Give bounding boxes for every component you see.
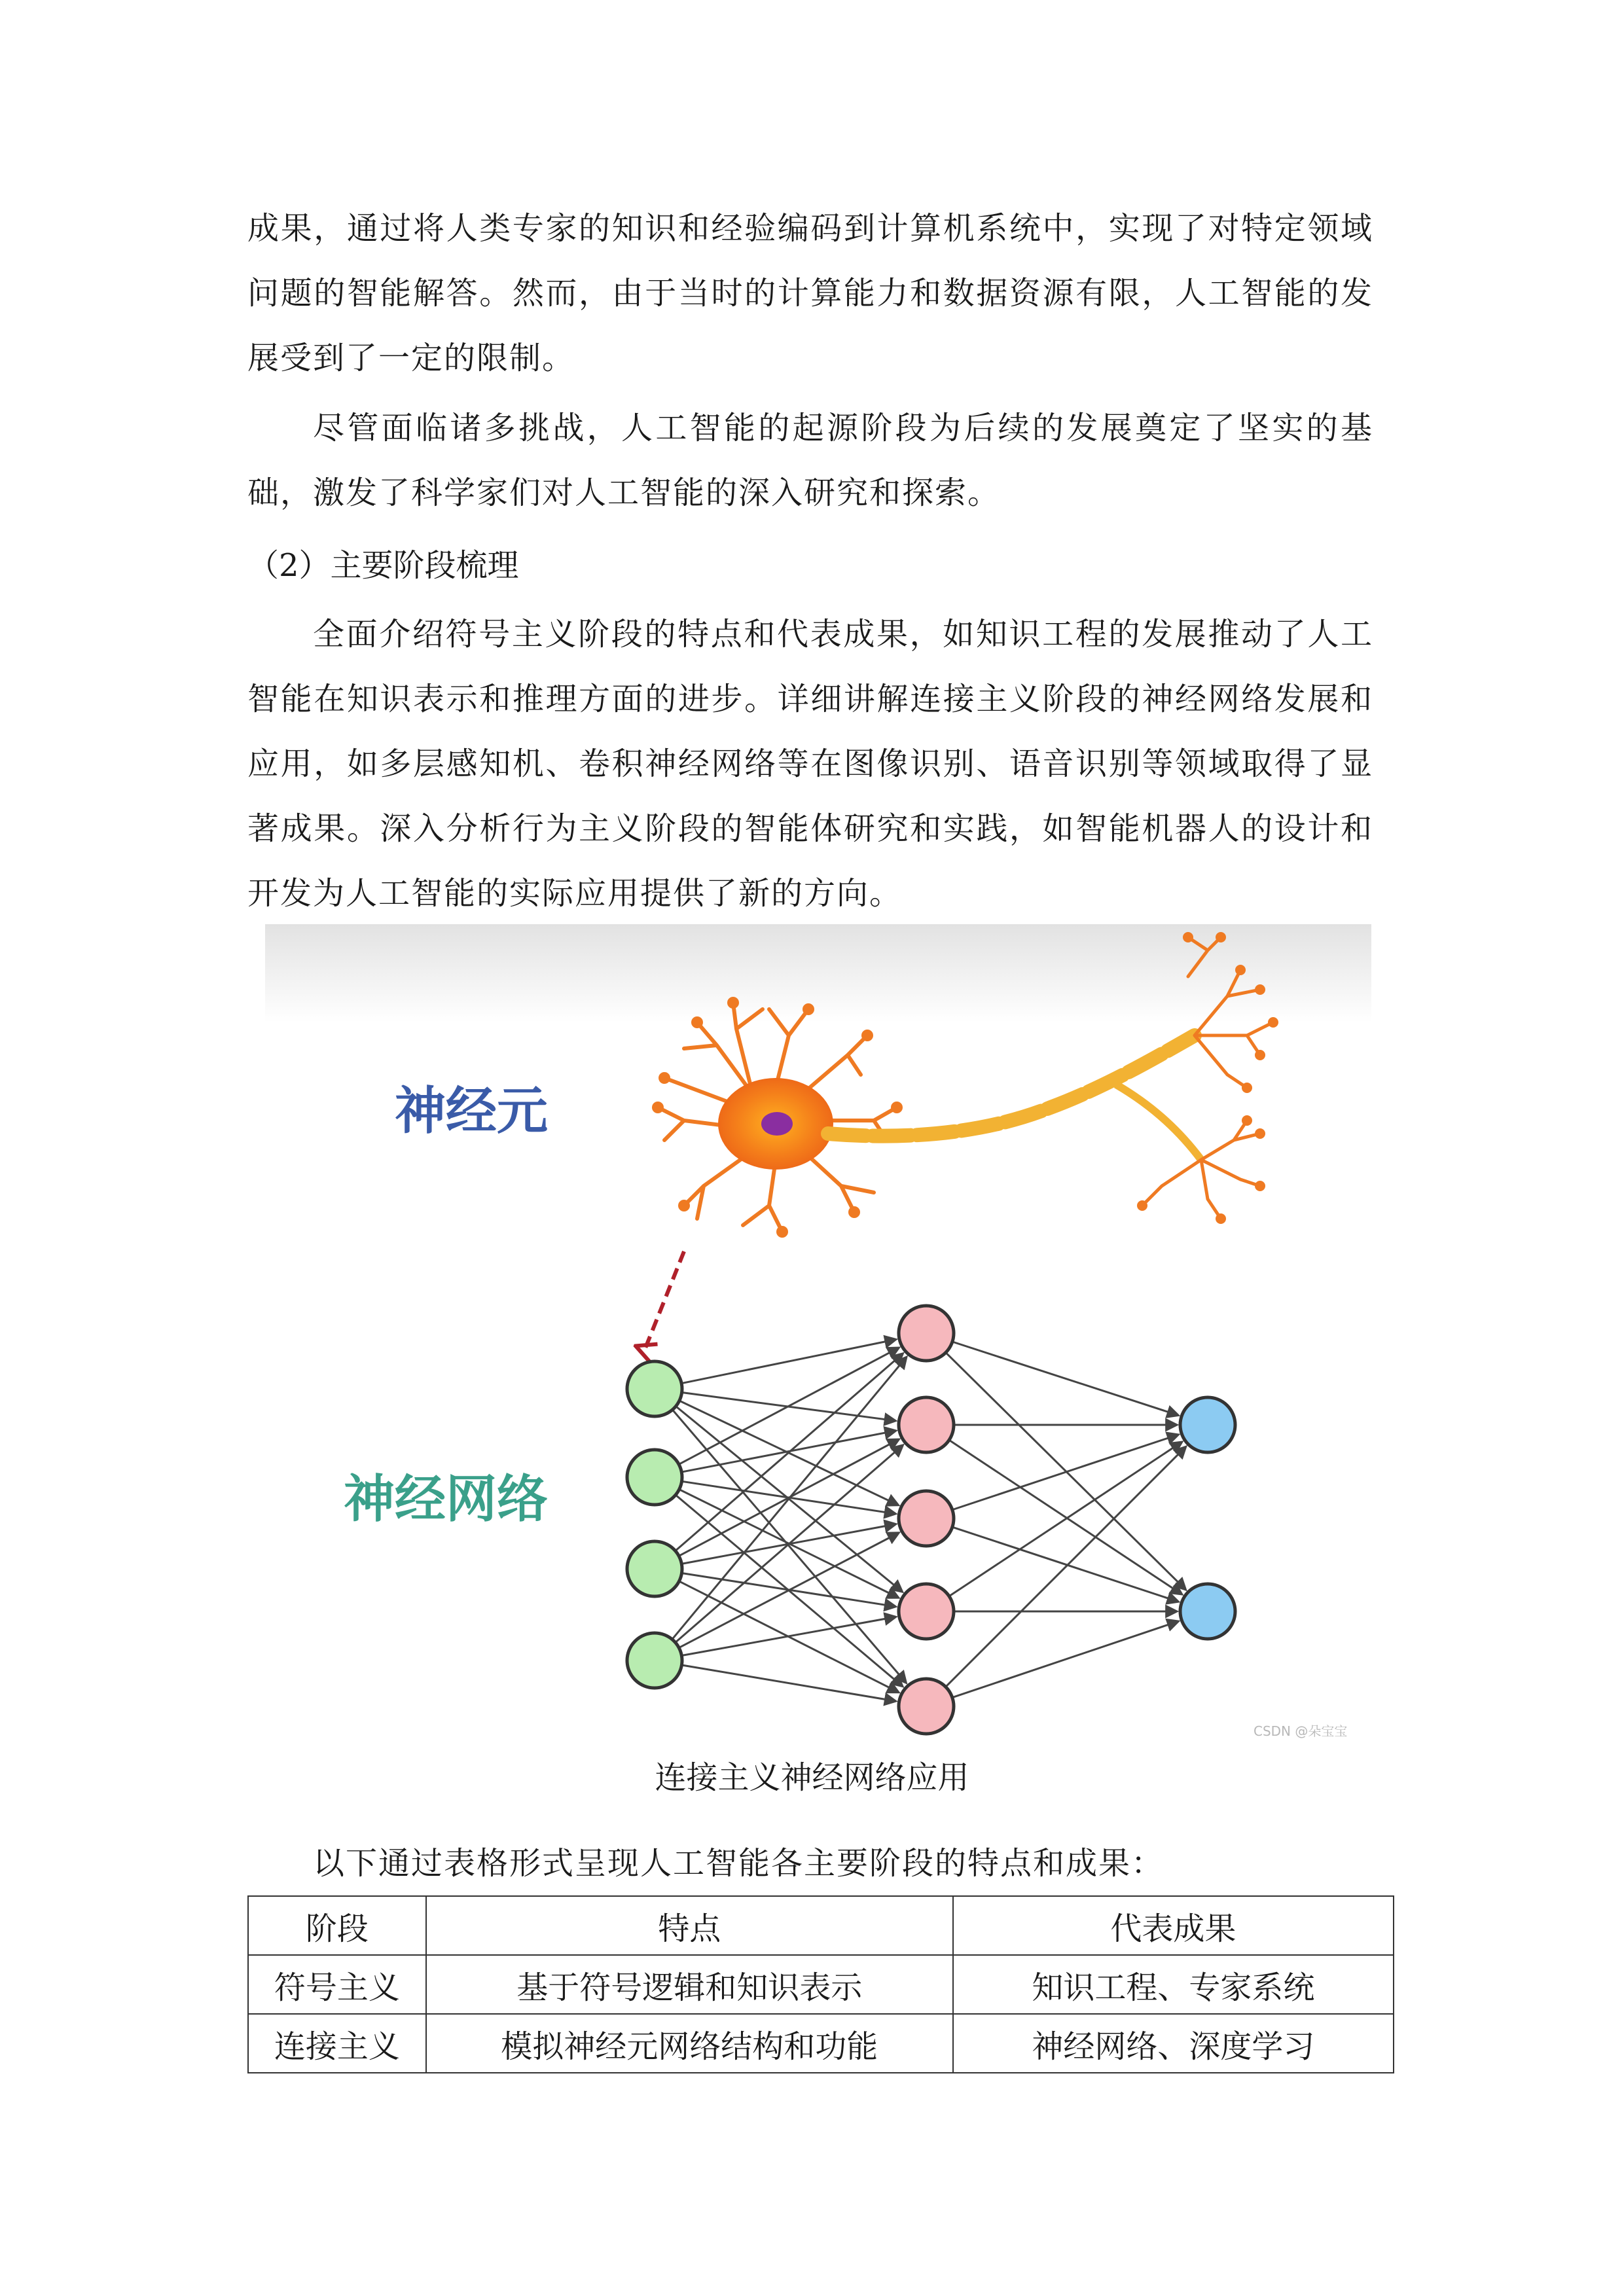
table-cell: 基于符号逻辑和知识表示 [426, 1955, 953, 2014]
network-edge [672, 1357, 907, 1640]
network-edge [952, 1342, 1178, 1415]
table-cell: 神经网络、深度学习 [953, 2014, 1394, 2073]
network-edge [952, 1435, 1178, 1510]
figure-top-shade [265, 924, 1371, 1022]
table-cell: 知识工程、专家系统 [953, 1955, 1394, 2014]
network-edge [681, 1340, 895, 1384]
network-edge [949, 1440, 1182, 1594]
hidden-node [899, 1679, 954, 1734]
neuron-axon [828, 1035, 1201, 1160]
neuron-label: 神经元 [395, 1082, 549, 1141]
hidden-node [899, 1491, 954, 1546]
table-cell: 模拟神经元网络结构和功能 [426, 2014, 953, 2073]
hidden-node [899, 1584, 954, 1639]
output-node [1180, 1584, 1235, 1639]
input-node [627, 1541, 682, 1596]
table-header-stage: 阶段 [248, 1896, 426, 1955]
table-cell: 连接主义 [248, 2014, 426, 2073]
network-edge [681, 1617, 895, 1656]
table-cell: 符号主义 [248, 1955, 426, 2014]
network-edge [949, 1443, 1182, 1596]
neuron-nucleus [761, 1112, 793, 1136]
network-nodes [627, 1306, 1235, 1734]
table-row [248, 2014, 1394, 2073]
table-header-features: 特点 [426, 1896, 953, 1955]
figure-caption: 连接主义神经网络应用 [655, 1759, 969, 1796]
network-edge [946, 1353, 1185, 1590]
paragraph-stage-overview: 全面介绍符号主义阶段的特点和代表成果，如知识工程的发展推动了人工智能在知识表示和推理方面的进步。详细讲解连接主义阶段的神经网络发展和应用，如多层感知机、卷积神经网络等在图像识别、语音识别等领域取得了显著成果。深入分析行为主义阶段的智能体研究和实践，如智能机器人的设计和开发为人工智能的实际应用提供了新的方向。 [247, 616, 1373, 912]
network-edge [681, 1665, 895, 1701]
network-edge [676, 1445, 903, 1642]
network-label: 神经网络 [344, 1470, 549, 1529]
section-heading-main-stages: （2）主要阶段梳理 [247, 547, 519, 584]
paragraph-challenges: 尽管面临诸多挑战，人工智能的起源阶段为后续的发展奠定了坚实的基础，激发了科学家们对人工智能的深入研究和探索。 [247, 410, 1373, 511]
input-node [627, 1361, 682, 1416]
table-row [248, 1955, 1394, 2014]
input-node [627, 1450, 682, 1505]
network-edge [952, 1527, 1178, 1602]
paragraph-table-intro: 以下通过表格形式呈现人工智能各主要阶段的特点和成果： [313, 1845, 1164, 1882]
table-header-row [248, 1896, 1394, 1955]
hidden-node [899, 1306, 954, 1361]
network-edge [952, 1621, 1178, 1697]
paragraph-origin-results: 成果，通过将人类专家的知识和经验编码到计算机系统中，实现了对特定领域问题的智能解答。然而，由于当时的计算能力和数据资源有限，人工智能的发展受到了一定的限制。 [247, 210, 1373, 376]
stages-table [247, 1895, 1394, 2073]
output-node [1180, 1397, 1235, 1452]
hidden-node [899, 1397, 954, 1452]
neural-network-figure [265, 924, 1371, 1750]
table-header-achievements: 代表成果 [953, 1896, 1394, 1955]
network-edge [946, 1447, 1185, 1687]
input-node [627, 1633, 682, 1688]
figure-watermark: CSDN @朵宝宝 [1254, 1723, 1348, 1739]
neuron-to-network-arrow [645, 1251, 684, 1350]
